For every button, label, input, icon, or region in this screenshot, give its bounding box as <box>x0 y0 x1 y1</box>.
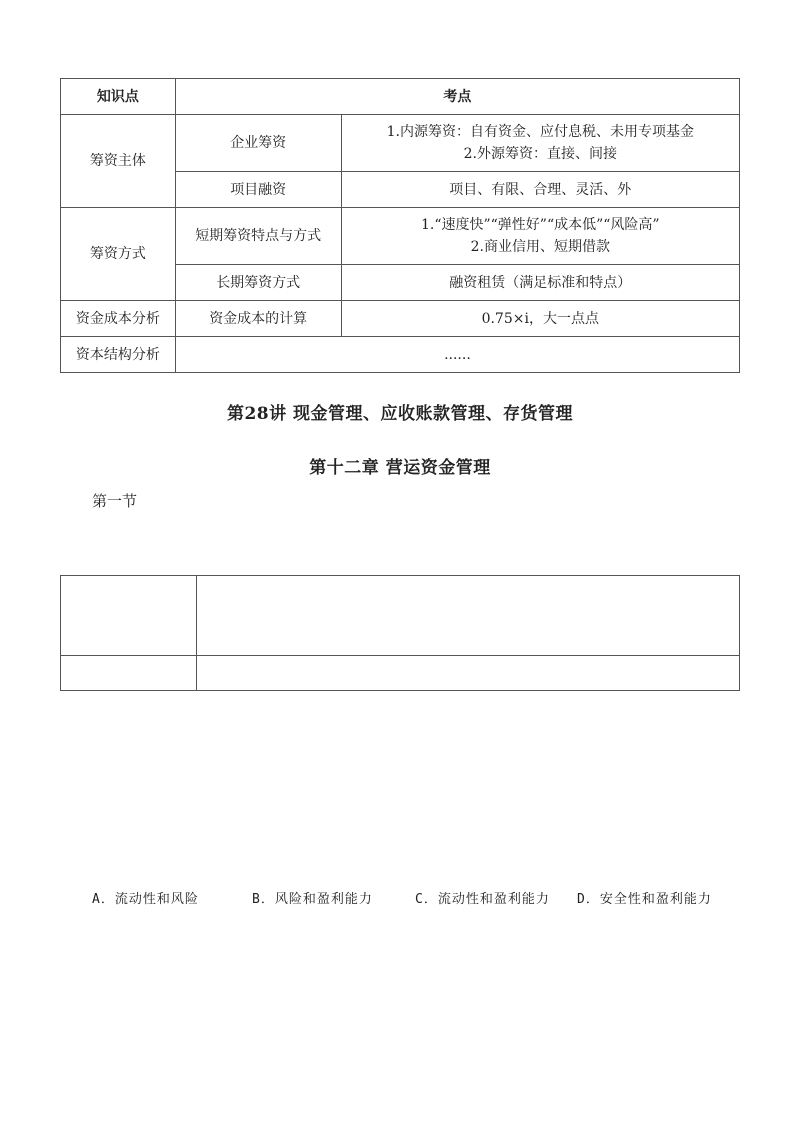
option-b: B．风险和盈利能力 <box>252 892 373 907</box>
row-label-financing-method: 筹资方式 <box>61 208 176 301</box>
text-line: 1.“速度快”“弹性好”“成本低”“风险高” <box>420 217 660 233</box>
option-d: D．安全性和盈利能力 <box>577 892 712 907</box>
row-label-cost-of-capital: 资金成本分析 <box>61 301 176 337</box>
header-knowledge-point: 知识点 <box>61 79 176 115</box>
empty-cell <box>61 576 197 656</box>
table-row <box>61 208 740 265</box>
option-a: A．流动性和风险 <box>92 892 199 907</box>
cell-cost-of-capital-calc: 资金成本的计算 <box>175 301 341 337</box>
empty-cell <box>196 656 739 691</box>
cell-short-term-financing-points <box>341 208 739 265</box>
cell-cost-of-capital-points: 0.75×i，大一点点 <box>341 301 739 337</box>
lecture-title: 第28讲 现金管理、应收账款管理、存货管理 <box>226 404 574 424</box>
empty-cell <box>61 656 197 691</box>
cell-project-financing-points: 项目、有限、合理、灵活、外 <box>341 172 739 208</box>
chapter-title: 第十二章 营运资金管理 <box>309 458 491 478</box>
empty-table <box>60 575 740 691</box>
knowledge-summary-table <box>60 78 740 373</box>
answer-options <box>92 888 712 907</box>
table-row <box>61 301 740 337</box>
option-c: C．流动性和盈利能力 <box>415 892 550 907</box>
section-label: 第一节 <box>92 492 138 510</box>
table-row <box>61 115 740 172</box>
table-row <box>61 576 740 656</box>
cell-short-term-financing: 短期筹资特点与方式 <box>175 208 341 265</box>
text-line: 2.商业信用、短期借款 <box>470 239 610 255</box>
cell-enterprise-financing: 企业筹资 <box>175 115 341 172</box>
text-line: 1.内源筹资：自有资金、应付息税、未用专项基金 <box>386 124 694 140</box>
table-header-row <box>61 79 740 115</box>
cell-enterprise-financing-points <box>341 115 739 172</box>
table-row <box>61 656 740 691</box>
header-exam-point: 考点 <box>175 79 739 115</box>
cell-long-term-financing-points: 融资租赁（满足标准和特点） <box>341 265 739 301</box>
text-line: 2.外源筹资：直接、间接 <box>463 146 617 162</box>
cell-long-term-financing: 长期筹资方式 <box>175 265 341 301</box>
table-row <box>61 337 740 373</box>
row-label-capital-structure: 资本结构分析 <box>61 337 176 373</box>
row-label-financing-subject: 筹资主体 <box>61 115 176 208</box>
cell-project-financing: 项目融资 <box>175 172 341 208</box>
cell-capital-structure-points: ...... <box>175 337 739 373</box>
empty-cell <box>196 576 739 656</box>
